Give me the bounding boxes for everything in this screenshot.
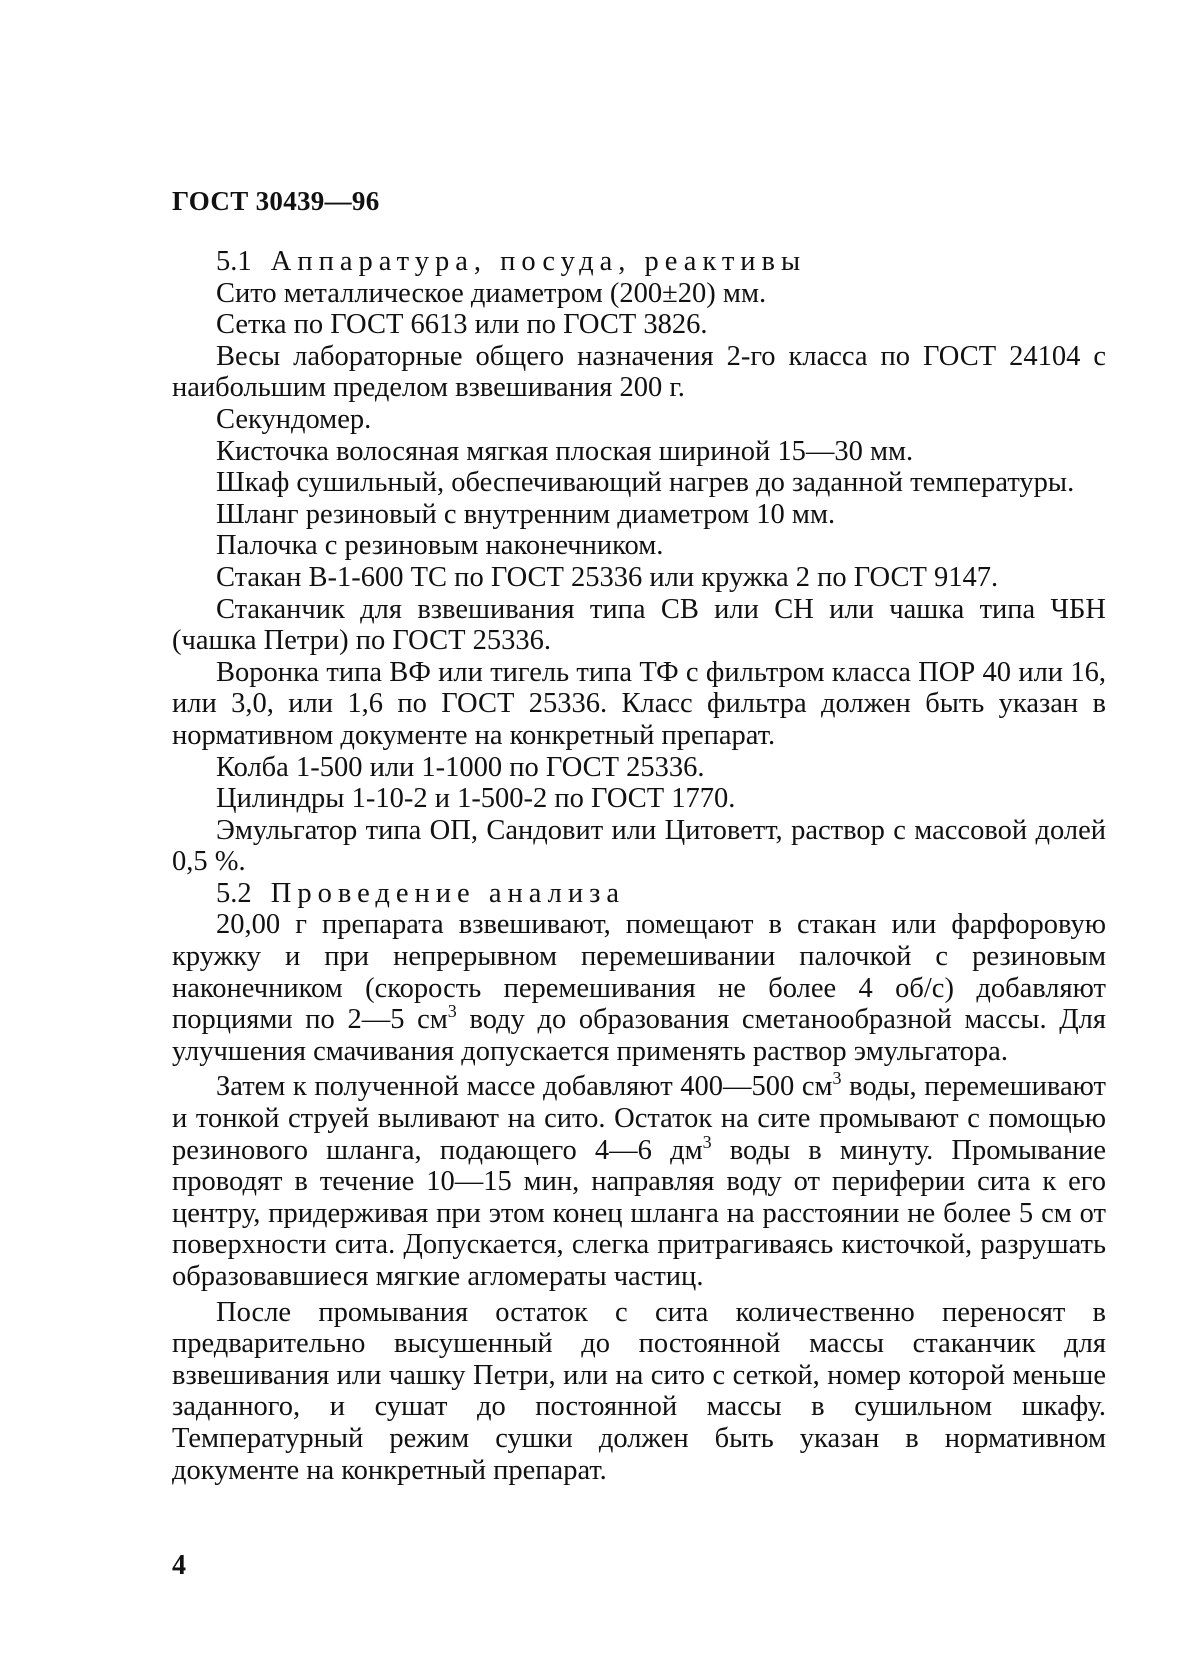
equipment-item: Палочка с резиновым наконечником. <box>216 530 664 562</box>
paragraph-text: Затем к полученной массе добавляют 400—500 см <box>216 1071 833 1103</box>
equipment-item: Сито металлическое диаметром (200±20) мм. <box>216 277 767 309</box>
superscript: 3 <box>832 1068 842 1089</box>
section-title-text: Проведение анализа <box>270 877 626 909</box>
section-title-text: Аппаратура, посуда, реактивы <box>270 246 807 277</box>
equipment-item: Шланг резиновый с внутренним диаметром 10 мм. <box>216 498 836 530</box>
equipment-item: Стакан В-1-600 ТС по ГОСТ 25336 или кружка 2 по ГОСТ 9147. <box>216 561 999 593</box>
page-number: 4 <box>172 1550 186 1581</box>
equipment-item: Секундомер. <box>216 403 372 435</box>
paragraph-text: воды, перемешивают и тонкой струей выливают на сито. Остаток на сите промывают с помощью резинового шланга, подающего 4—6 дм <box>172 1071 1107 1166</box>
equipment-item: Эмульгатор типа ОП, Сандовит или Цитоветт, раствор с массовой долей 0,5 %. <box>172 814 1106 878</box>
equipment-item: Колба 1-500 или 1-1000 по ГОСТ 25336. <box>216 751 705 783</box>
equipment-item: Стаканчик для взвешивания типа СВ или СН или чашка типа ЧБН (чашка Петри) по ГОСТ 25336. <box>172 593 1106 657</box>
equipment-item: Воронка типа ВФ или тигель типа ТФ с фильтром класса ПОР 40 или 16, или 3,0, или 1,6 по ГОСТ 25336. Класс фильтра должен быть указан в нормативном документе на конкретный препарат. <box>172 656 1106 751</box>
page-body <box>172 246 1106 1486</box>
section-5-2-heading <box>172 878 1106 910</box>
section-5-1-heading <box>172 246 1106 278</box>
equipment-item: Сетка по ГОСТ 6613 или по ГОСТ 3826. <box>216 309 708 341</box>
paragraph-text: 20,00 г препарата взвешивают, помещают в стакан или фарфоровую кружку и при непрерывном перемешивании палочкой с резиновым наконечником (скорость перемешивания не более 4 об/с) добавляют порциями по 2—5 см <box>172 909 1106 1036</box>
equipment-item: Весы лабораторные общего назначения 2-го класса по ГОСТ 24104 с наибольшим пределом взвешивания 200 г. <box>172 340 1106 404</box>
section-number: 5.2 <box>216 877 252 909</box>
equipment-item: Цилиндры 1-10-2 и 1-500-2 по ГОСТ 1770. <box>216 783 736 815</box>
procedure-paragraph-2 <box>172 1068 1107 1292</box>
superscript: 3 <box>447 1001 457 1022</box>
paragraph-text: воды в минуту. Промывание проводят в течение 10—15 мин, направляя воду от периферии сита к его центру, придерживая при этом конец шланга на расстоянии не более 5 см от поверхности сита. Допускается, слегка притрагиваясь кисточкой, разрушать образовавшиеся мягкие агломераты частиц. <box>172 1134 1106 1292</box>
superscript: 3 <box>702 1131 712 1152</box>
procedure-paragraph-1 <box>172 909 1106 1067</box>
procedure-paragraph-3: После промывания остаток с сита количественно переносят в предварительно высушенный до постоянной массы стаканчик для взвешивания или чашку Петри, или на сито с сеткой, номер которой меньше заданного, и сушат до постоянной массы в сушильном шкафу. Температурный режим сушки должен быть указан в нормативном документе на конкретный препарат. <box>172 1296 1106 1486</box>
section-number: 5.1 <box>216 246 252 277</box>
equipment-item: Кисточка волосяная мягкая плоская шириной 15—30 мм. <box>216 435 914 467</box>
equipment-item: Шкаф сушильный, обеспечивающий нагрев до заданной температуры. <box>216 467 1075 499</box>
paragraph-text: воду до образования сметанообразной массы. Для улучшения смачивания допускается применять раствор эмульгатора. <box>172 1004 1107 1067</box>
document-code-header: ГОСТ 30439—96 <box>172 186 380 216</box>
